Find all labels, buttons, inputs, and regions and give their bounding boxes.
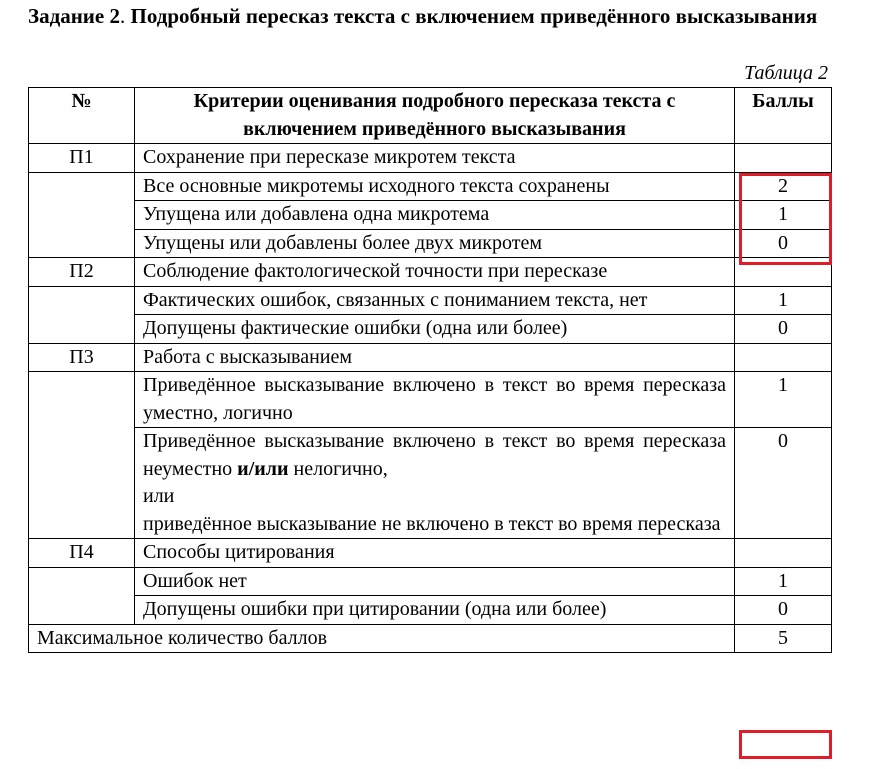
criterion-text-a: Приведённое высказывание включено в текст во время пересказа неуместно bbox=[143, 430, 726, 480]
section-row-p4 bbox=[29, 539, 832, 568]
criterion-text-or: или bbox=[143, 485, 175, 507]
section-title: Способы цитирования bbox=[135, 539, 735, 568]
section-code: П4 bbox=[29, 539, 135, 568]
highlight-box-p1-points bbox=[739, 173, 832, 265]
criterion-row bbox=[29, 315, 832, 344]
table-caption: Таблица 2 bbox=[744, 62, 828, 84]
header-points: Баллы bbox=[735, 88, 832, 144]
points-cell-empty bbox=[735, 539, 832, 568]
criterion-points: 0 bbox=[735, 428, 832, 539]
task-title bbox=[28, 2, 834, 31]
criteria-table bbox=[28, 87, 832, 653]
criterion-row bbox=[29, 286, 832, 315]
max-value: 5 bbox=[735, 624, 832, 653]
criterion-points: 1 bbox=[735, 372, 832, 428]
task-title-prefix: Задание 2 bbox=[28, 4, 120, 28]
header-criteria: Критерии оценивания подробного пересказа текста с включением приведённого высказывания bbox=[135, 88, 735, 144]
section-row-p1 bbox=[29, 144, 832, 173]
task-title-text: Подробный пересказ текста с включением приведённого высказывания bbox=[125, 4, 818, 28]
criterion-row bbox=[29, 229, 832, 258]
criterion-points: 2 bbox=[735, 172, 832, 201]
section-row-p2 bbox=[29, 258, 832, 287]
points-cell-empty bbox=[735, 144, 832, 173]
criterion-text: Упущены или добавлены более двух микротем bbox=[135, 229, 735, 258]
criterion-row bbox=[29, 596, 832, 625]
criterion-text: Допущены фактические ошибки (одна или более) bbox=[135, 315, 735, 344]
criterion-text-part bbox=[143, 428, 726, 483]
criterion-text: Допущены ошибки при цитировании (одна или более) bbox=[135, 596, 735, 625]
header-row bbox=[29, 88, 832, 144]
max-row bbox=[29, 624, 832, 653]
criterion-row bbox=[29, 372, 832, 428]
code-cell-empty bbox=[29, 286, 135, 343]
section-code: П3 bbox=[29, 343, 135, 372]
criterion-points: 0 bbox=[735, 596, 832, 625]
criterion-row bbox=[29, 428, 832, 539]
section-title: Работа с высказыванием bbox=[135, 343, 735, 372]
code-cell-empty bbox=[29, 372, 135, 539]
task-title-dot: . bbox=[119, 4, 126, 28]
header-num: № bbox=[29, 88, 135, 144]
section-title: Сохранение при пересказе микротем текста bbox=[135, 144, 735, 173]
section-row-p3 bbox=[29, 343, 832, 372]
points-cell-empty bbox=[735, 343, 832, 372]
criterion-text: Ошибок нет bbox=[135, 567, 735, 596]
code-cell-empty bbox=[29, 567, 135, 624]
criterion-text-multi bbox=[135, 428, 735, 539]
criterion-row bbox=[29, 567, 832, 596]
criterion-points: 0 bbox=[735, 229, 832, 258]
criterion-text: Фактических ошибок, связанных с пониманием текста, нет bbox=[135, 286, 735, 315]
criterion-text: Упущена или добавлена одна микротема bbox=[135, 201, 735, 230]
criterion-points: 1 bbox=[735, 567, 832, 596]
section-title: Соблюдение фактологической точности при пересказе bbox=[135, 258, 735, 287]
criterion-text-b: нелогично, bbox=[288, 457, 388, 480]
criterion-text-c: приведённое высказывание не включено в текст во время пересказа bbox=[143, 512, 721, 535]
criterion-points: 1 bbox=[735, 201, 832, 230]
criterion-points: 1 bbox=[735, 286, 832, 315]
criterion-text-bold: и/или bbox=[237, 457, 289, 480]
criterion-points: 0 bbox=[735, 315, 832, 344]
highlight-box-max-points bbox=[739, 730, 832, 759]
criterion-row bbox=[29, 201, 832, 230]
criterion-row bbox=[29, 172, 832, 201]
section-code: П2 bbox=[29, 258, 135, 287]
max-label: Максимальное количество баллов bbox=[29, 624, 735, 653]
code-cell-empty bbox=[29, 172, 135, 258]
section-code: П1 bbox=[29, 144, 135, 173]
criterion-text: Приведённое высказывание включено в текст во время пересказа уместно, логично bbox=[135, 372, 735, 428]
criterion-text: Все основные микротемы исходного текста сохранены bbox=[135, 172, 735, 201]
